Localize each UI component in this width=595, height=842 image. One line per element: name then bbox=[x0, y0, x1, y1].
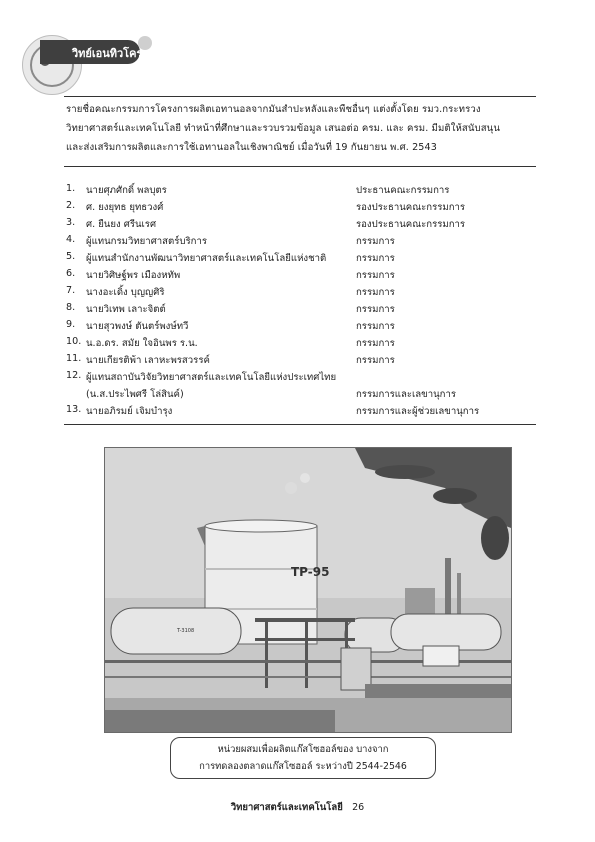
member-name: ศ. ยงยุทธ ยุทธวงศ์ bbox=[86, 202, 164, 213]
member-name: ผู้แทนสถาบันวิจัยวิทยาศาสตร์และเทคโนโลยีแห่งประเทศไทย bbox=[86, 372, 337, 383]
member-role: กรรมการ bbox=[356, 236, 395, 247]
member-role: กรรมการและเลขานุการ bbox=[356, 389, 457, 400]
intro-paragraph bbox=[66, 100, 536, 157]
member-role: ประธานคณะกรรมการ bbox=[356, 185, 450, 196]
member-number: 9. bbox=[66, 319, 76, 330]
member-number: 6. bbox=[66, 268, 76, 279]
member-number: 4. bbox=[66, 234, 76, 245]
list-rule bbox=[64, 424, 536, 425]
member-role: กรรมการ bbox=[356, 355, 395, 366]
member-name: นายวิศิษฐ์พร เมืองหทัพ bbox=[86, 270, 181, 281]
plant-illustration bbox=[105, 448, 511, 732]
photo-caption bbox=[170, 737, 436, 779]
section-title: วิทย์เอนทิวโคร bbox=[72, 47, 143, 60]
member-name: นายอภิรมย์ เจิมบำรุง bbox=[86, 406, 173, 417]
member-name: ผู้แทนกรมวิทยาศาสตร์บริการ bbox=[86, 236, 207, 247]
member-number: 11. bbox=[66, 353, 82, 364]
member-name: ผู้แทนสำนักงานพัฒนาวิทยาศาสตร์และเทคโนโลยีแห่งชาติ bbox=[86, 253, 327, 264]
member-role: กรรมการ bbox=[356, 338, 395, 349]
member-role: กรรมการ bbox=[356, 321, 395, 332]
tank-label: TP-95 bbox=[291, 565, 330, 579]
member-number: 2. bbox=[66, 200, 76, 211]
member-number: 10. bbox=[66, 336, 82, 347]
member-role: กรรมการ bbox=[356, 287, 395, 298]
page-number: 26 bbox=[352, 802, 365, 813]
member-role: กรรมการ bbox=[356, 253, 395, 264]
member-role: รองประธานคณะกรรมการ bbox=[356, 202, 466, 213]
member-name: นายศุภศักดิ์ พลบุตร bbox=[86, 185, 167, 196]
caption-line: การทดลองตลาดแก๊สโซฮอล์ ระหว่างปี 2544-2546 bbox=[199, 761, 407, 772]
member-number: 1. bbox=[66, 183, 76, 194]
member-role: กรรมการ bbox=[356, 270, 395, 281]
member-name: นายวิเทพ เลาะจิตต์ bbox=[86, 304, 166, 315]
member-role: กรรมการ bbox=[356, 304, 395, 315]
intro-rule bbox=[64, 166, 536, 167]
member-number: 8. bbox=[66, 302, 76, 313]
intro-line: รายชื่อคณะกรรมการโครงการผลิตเอทานอลจากมันสำปะหลังและพืชอื่นๆ แต่งตั้งโดย รมว.กระทรวง bbox=[66, 104, 481, 115]
member-role: กรรมการและผู้ช่วยเลขานุการ bbox=[356, 406, 480, 417]
member-role: รองประธานคณะกรรมการ bbox=[356, 219, 466, 230]
member-name: ศ. ยืนยง ศรีนเรศ bbox=[86, 219, 157, 230]
member-name: นายสุวพงษ์ ตันตร์พงษ์ทวี bbox=[86, 321, 189, 332]
page-footer bbox=[0, 800, 595, 815]
intro-line: และส่งเสริมการผลิตและการใช้เอทานอลในเชิงพาณิชย์ เมื่อวันที่ 19 กันยายน พ.ศ. 2543 bbox=[66, 142, 437, 153]
member-number: 7. bbox=[66, 285, 76, 296]
caption-line: หน่วยผสมเพื่อผลิตแก๊สโซฮอล์ของ บางจาก bbox=[217, 744, 389, 755]
member-number: 3. bbox=[66, 217, 76, 228]
member-name: น.อ.ดร. สมัย ใจอินพร ร.น. bbox=[86, 338, 198, 349]
intro-line: วิทยาศาสตร์และเทคโนโลยี ทำหน้าที่ศึกษาและรวบรวมข้อมูล เสนอต่อ ครม. และ ครม. มีมติให้สนับสนุน bbox=[66, 123, 500, 134]
member-name: นางอะเดิ้ง บุญญศิริ bbox=[86, 287, 165, 298]
member-name: (น.ส.ประไพศรี โล่สินค์) bbox=[86, 389, 184, 400]
member-number: 12. bbox=[66, 370, 82, 381]
member-name: นายเกียรติพ้า เลาหะพรสวรรค์ bbox=[86, 355, 210, 366]
top-rule bbox=[64, 96, 536, 97]
member-number: 5. bbox=[66, 251, 76, 262]
plant-photo bbox=[104, 447, 512, 733]
member-number: 13. bbox=[66, 404, 82, 415]
tank-label: T-3108 bbox=[177, 628, 195, 634]
footer-title: วิทยาศาสตร์และเทคโนโลยี bbox=[230, 802, 343, 813]
